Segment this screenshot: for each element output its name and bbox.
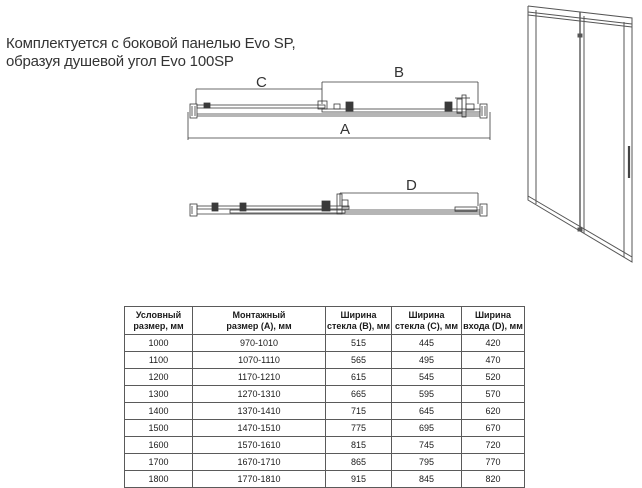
dimensions-table xyxy=(124,306,525,488)
header-nominal-size: Условный размер, мм xyxy=(125,307,193,335)
header-glass-b: Ширина стекла (В), мм xyxy=(326,307,392,335)
label-c: C xyxy=(256,74,267,91)
plan-view-open xyxy=(190,193,487,216)
header-mounting-size: Монтажный размер (А), мм xyxy=(193,307,326,335)
right-wall-profile xyxy=(480,104,487,118)
table-header-row xyxy=(125,307,525,335)
table-row: 1800 1770-1810 915 845 820 xyxy=(125,471,525,488)
caption-line-2: образуя душевой угол Evo 100SP xyxy=(6,53,234,70)
label-a: A xyxy=(340,121,351,138)
left-wall-profile xyxy=(190,104,197,118)
plan-view-closed xyxy=(188,82,490,140)
table-row: 1600 1570-1610 815 745 720 xyxy=(125,437,525,454)
perspective-view xyxy=(528,6,632,262)
table-row: 1700 1670-1710 865 795 770 xyxy=(125,454,525,471)
table-row: 1500 1470-1510 775 695 670 xyxy=(125,420,525,437)
header-entry-d: Ширина входа (D), мм xyxy=(462,307,525,335)
header-glass-c: Ширина стекла (С), мм xyxy=(392,307,462,335)
table-row: 1000 970-1010 515 445 420 xyxy=(125,335,525,352)
table-row: 1300 1270-1310 665 595 570 xyxy=(125,386,525,403)
caption-line-1: Комплектуется с боковой панелью Evo SP, xyxy=(6,35,296,52)
table-row: 1400 1370-1410 715 645 620 xyxy=(125,403,525,420)
fixed-glass-panel xyxy=(197,105,325,108)
label-b: B xyxy=(394,64,405,81)
label-d: D xyxy=(406,177,417,194)
table-row: 1200 1170-1210 615 545 520 xyxy=(125,369,525,386)
table-row: 1100 1070-1110 565 495 470 xyxy=(125,352,525,369)
